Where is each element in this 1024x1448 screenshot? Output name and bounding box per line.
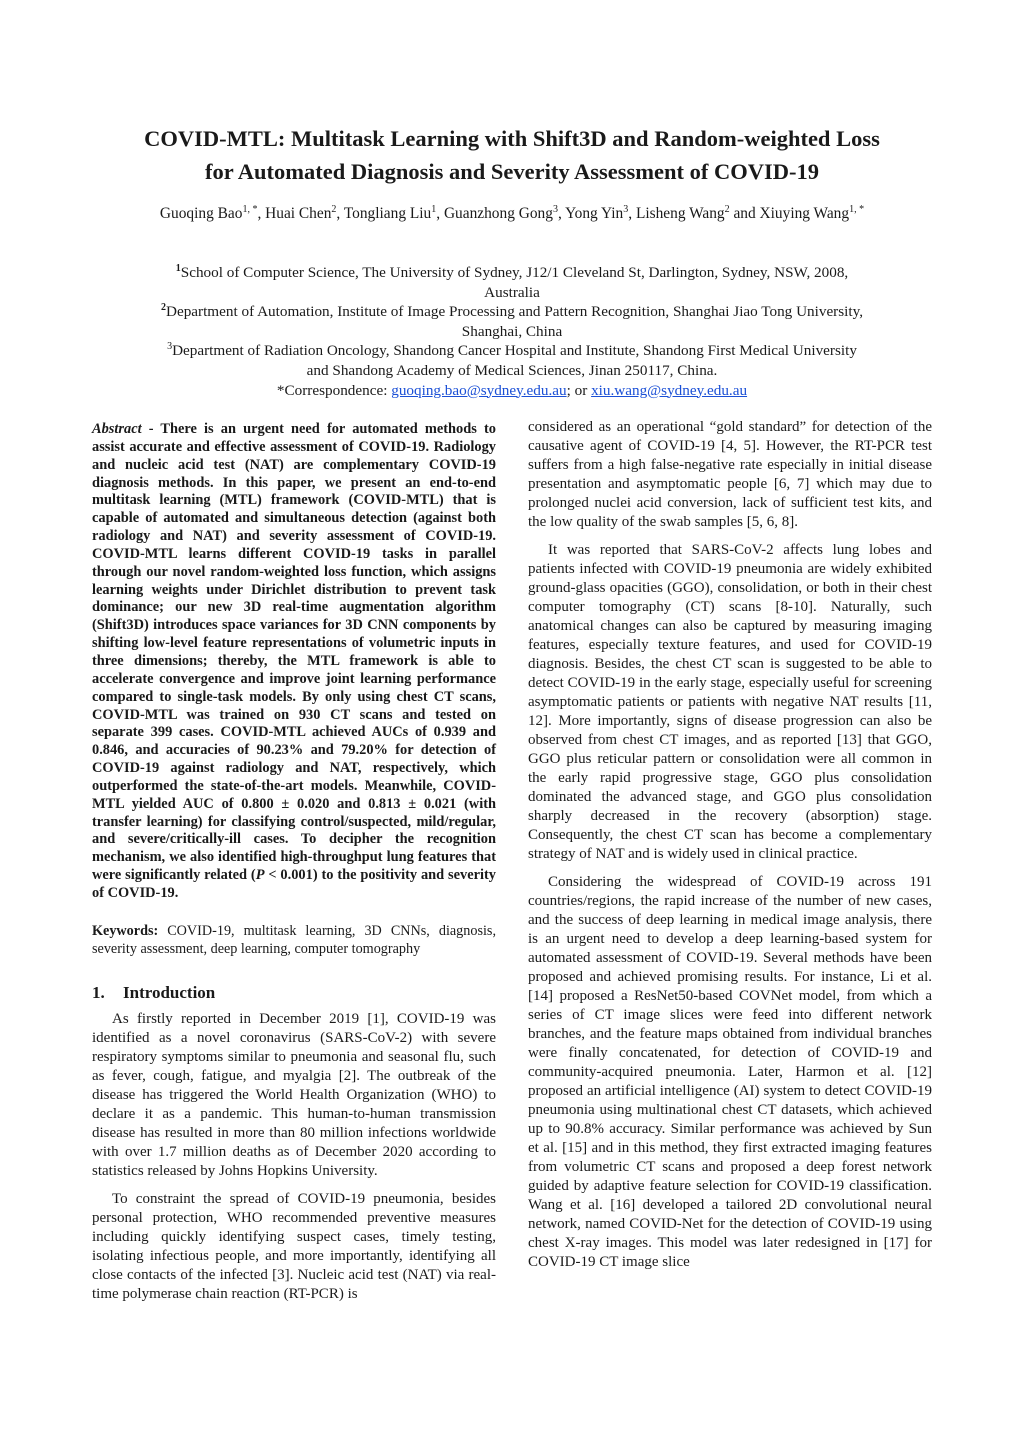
correspondence: *Correspondence: guoqing.bao@sydney.edu.au; or xiu.wang@sydney.edu.au [276,381,748,399]
right-paragraph-1: considered as an operational “gold standard” for detection of the causative agent of COVID-19 [4, 5]. However, the RT-PCR test suffers from a high false-negative rate especially in initial disease presentation and asymptomatic people [6, 7] which may due to prolonged nuclei acid conversion, lack of sufficient test kits, and the low quality of the swab samples [5, 6, 8]. [528,419,932,530]
title-line-2: for Automated Diagnosis and Severity Assessment of COVID-19 [205,159,819,184]
right-column [528,418,932,1272]
abstract-label: Abstract [92,421,142,437]
email-link-2[interactable]: xiu.wang@sydney.edu.au [591,381,748,399]
left-column [92,421,496,1304]
author-2: Huai Chen$^2$, [265,203,344,222]
affiliation-3-cont: and Shandong Academy of Medical Sciences, Jinan 250117, China. [306,361,718,379]
section-heading-introduction: 1. Introduction [92,982,216,1002]
author-6: Lisheng Wang$^2$ and [635,203,760,222]
title-line-1: COVID-MTL: Multitask Learning with Shift3D and Random-weighted Loss [144,126,880,151]
affiliations [100,263,924,400]
author-5: Yong Yin$^3$, [565,203,636,222]
author-list [60,203,964,225]
right-paragraph-3: Considering the widespread of COVID-19 across 191 countries/regions, the rapid increase of the number of new cases, and the success of deep learning in medical image analysis, there is an urgent need to develop a deep learning-based system for automated assessment of COVID-19. Several methods have been proposed and achieved promising results. For instance, Li et al. [14] proposed a ResNet50-based COVNet model, from which a series of CT image slices were feed into different network branches, and the feature maps obtained from individual branches were finally concatenated, for detection of COVID-19 and community-acquired pneumonia. Later, Harmon et al. [12] proposed an artificial intelligence (AI) system to detect COVID-19 pneumonia using multinational chest CT datasets, which achieved up to 90.8% accuracy. Similar performance was achieved by Sun et al. [15] and in this method, they first extracted imaging features from volumetric CT scans and proposed a deep forest network guided by adaptive feature selection for COVID-19 classification. Wang et al. [16] developed a tailored 2D convolutional neural network, named COVID-Net for the detection of COVID-19 using chest X-ray images. This model was later redesigned in [17] for COVID-19 CT image slice [528,874,932,1270]
abstract: Abstract - There is an urgent need for automated methods to assist accurate and effective assessment of COVID-19. Radiology and nucleic acid test (NAT) are complementary COVID-19 diagnosis methods. In this paper, we present an end-to-end multitask learning (MTL) framework (COVID-MTL) that is capable of automated and simultaneous detection (against both radiology and NAT) and severity assessment of COVID-19. COVID-MTL learns different COVID-19 tasks in parallel through our novel random-weighted loss function, which assigns learning weights under Dirichlet distribution to prevent task dominance; our new 3D real-time augmentation algorithm (Shift3D) introduces space variances for 3D CNN components by shifting low-level feature representations of volumetric inputs in three dimensions; thereby, the MTL framework is able to accelerate convergence and improve joint learning performance compared to single-task models. By only using chest CT scans, COVID-MTL was trained on 930 CT scans and tested on separate 399 cases. COVID-MTL achieved AUCs of 0.939 and 0.846, and accuracies of 90.23% and 79.20% for detection of COVID-19 against radiology and NAT, respectively, which outperformed the state-of-the-art models. Meanwhile, COVID-MTL yielded AUC of 0.800 ± 0.020 and 0.813 ± 0.021 (with transfer learning) for classifying control/suspected, mild/regular, and severe/critically-ill cases. To decipher the recognition mechanism, we also identified high-throughput lung features that were significantly related (P < 0.001) to the positivity and severity of COVID-19. [92,421,496,901]
affiliation-2: $^2$Department of Automation, Institute of Image Processing and Pattern Recognition, Shanghai Jiao Tong University, [160,302,863,321]
author-1: Guoqing Bao$^{1, *}$, [159,203,266,222]
intro-paragraph-1: As firstly reported in December 2019 [1], COVID-19 was identified as a novel coronavirus (SARS-CoV-2) with severe respiratory symptoms similar to pneumonia and seasonal flu, such as fever, cough, fatigue, and myalgia [2]. The outbreak of the disease has triggered the World Health Organization (WHO) to declare it as a pandemic. This human-to-human transmission disease has resulted in more than 80 million infections worldwide with over 1.7 million deaths as of December 2020 according to statistics released by Johns Hopkins University. [92,1010,496,1179]
affiliation-1: $^1$School of Computer Science, The University of Sydney, J12/1 Cleveland St, Darlington, Sydney, NSW, 2008, [175,262,849,281]
affiliation-1-cont: Australia [484,283,540,301]
keywords-text: COVID-19, multitask learning, 3D CNNs, diagnosis, severity assessment, deep learning, computer tomography [92,922,496,957]
affiliation-2-cont: Shanghai, China [461,322,563,340]
keywords [92,922,496,958]
author-7: Xiuying Wang$^{1, *}$ [759,203,865,222]
author-4: Guanzhong Gong$^3$, [443,203,566,222]
keywords-label: Keywords: [92,922,159,939]
paper-title [90,122,934,188]
intro-paragraph-2: To constraint the spread of COVID-19 pneumonia, besides personal protection, WHO recommended preventive measures including quickly identifying suspect cases, timely testing, isolating infectious people, and more importantly, identifying all close contacts of the infected [3]. Nucleic acid test (NAT) via real-time polymerase chain reaction (RT-PCR) is [92,1190,496,1302]
email-link-1[interactable]: guoqing.bao@sydney.edu.au [391,381,567,399]
abstract-text: There is an urgent need for automated methods to assist accurate and effective assessment of COVID-19. Radiology and nucleic acid test (NAT) are complementary COVID-19 diagnosis methods. In this paper, we present an end-to-end multitask learning (MTL) framework (COVID-MTL) that is capable of automated and simultaneous detection (against both radiology and NAT) and severity assessment of COVID-19. COVID-MTL learns different COVID-19 tasks in parallel through our novel random-weighted loss function, which assigns learning weights under Dirichlet distribution to prevent task dominance; our new 3D real-time augmentation algorithm (Shift3D) introduces space variances for 3D CNN components by shifting low-level feature representations of volumetric inputs in three dimensions; thereby, the MTL framework is able to accelerate convergence and improve joint learning performance compared to single-task models. By only using chest CT scans, COVID-MTL was trained on 930 CT scans and tested on separate 399 cases. COVID-MTL achieved AUCs of 0.939 and 0.846, and accuracies of 90.23% and 79.20% for detection of COVID-19 against radiology and NAT, respectively, which outperformed the state-of-the-art models. Meanwhile, COVID-MTL yielded AUC of 0.800 ± 0.020 and 0.813 ± 0.021 (with transfer learning) for classifying control/suspected, mild/regular, and severe/critically-ill cases. To decipher the recognition mechanism, we also identified high-throughput lung features that were significantly related ( [92,421,496,884]
affiliation-3: $^3$Department of Radiation Oncology, Shandong Cancer Hospital and Institute, Shandong First Medical University [167,341,857,360]
author-3: Tongliang Liu$^1$, [343,203,444,222]
right-paragraph-2: It was reported that SARS-CoV-2 affects lung lobes and patients infected with COVID-19 pneumonia are widely exhibited ground-glass opacities (GGO), consolidation, or both in their chest computer tomography (CT) scans [8-10]. Naturally, such anatomical changes can also be captured by measuring imaging features, especially texture features, and used for COVID-19 diagnosis. Besides, the chest CT scan is suggested to be able to detect COVID-19 in the early stage, especially useful for screening asymptomatic patients or patients with negative NAT results [11, 12]. More importantly, signs of disease progression can also be observed from chest CT images, and as reported [13] that GGO, GGO plus reticular pattern or consolidation were all common in the early rapid progressive stage, GGO plus consolidation dominated the advanced stage, and GGO plus consolidation sharply decreased in the recovery (absorption) stage. Consequently, the chest CT scan has become a complementary strategy of NAT and is widely used in clinical practice. [528,542,932,862]
